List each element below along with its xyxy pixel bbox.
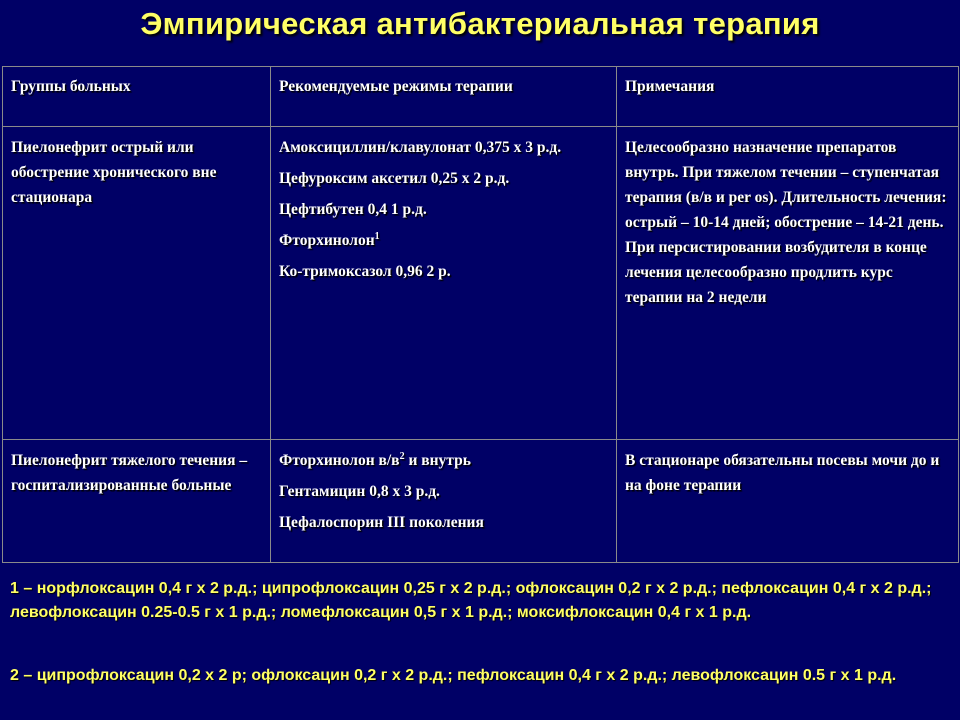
table-header-row xyxy=(3,67,959,127)
table-row xyxy=(3,440,959,563)
regimen-text: Фторхинолон в/в xyxy=(279,452,400,469)
slide-title: Эмпирическая антибактериальная терапия xyxy=(140,6,820,41)
header-regimens: Рекомендуемые режимы терапии xyxy=(271,67,617,127)
regimens-cell xyxy=(271,440,617,563)
footnote-1: 1 – норфлоксацин 0,4 г х 2 р.д.; ципрофлоксацин 0,25 г х 2 р.д.; офлоксацин 0,2 г х 2 р.д.; пефлоксацин 0,4 г х 2 р.д.; левофлоксацин 0.25-0.5 г х 1 р.д.; ломефлоксацин 0,5 г х 1 р.д.; моксифлоксацин 0,4 г х 1 р.д. xyxy=(10,580,932,621)
regimen-item xyxy=(279,448,608,473)
regimen-item: Цефалоспорин III поколения xyxy=(279,514,484,531)
group-cell: Пиелонефрит тяжелого течения – госпитализированные больные xyxy=(3,440,271,563)
header-groups: Группы больных xyxy=(3,67,271,127)
footnote-ref: 1 xyxy=(374,230,380,242)
group-cell: Пиелонефрит острый или обострение хронического вне стационара xyxy=(3,127,271,440)
notes-cell: В стационаре обязательны посевы мочи до и на фоне терапии xyxy=(617,440,959,563)
regimen-text: Фторхинолон xyxy=(279,232,375,249)
regimen-item: Гентамицин 0,8 х 3 р.д. xyxy=(279,483,440,500)
regimen-item: Цефуроксим аксетил 0,25 х 2 р.д. xyxy=(279,170,510,187)
footnote-2: 2 – ципрофлоксацин 0,2 х 2 р; офлоксацин 0,2 г х 2 р.д.; пефлоксацин 0,4 г х 2 р.д.; левофлоксацин 0.5 г х 1 р.д. xyxy=(10,667,897,684)
footnote-ref: 2 xyxy=(399,450,405,462)
therapy-table xyxy=(2,66,959,563)
regimens-cell xyxy=(271,127,617,440)
regimen-item: Ко-тримоксазол 0,96 2 р. xyxy=(279,263,451,280)
table-row xyxy=(3,127,959,440)
notes-cell: Целесообразно назначение препаратов внутрь. При тяжелом течении – ступенчатая терапия (в/в и per os). Длительность лечения: острый – 10-14 дней; обострение – 14-21 день. При персистировании возбудителя в конце лечения целесообразно продлить курс терапии на 2 недели xyxy=(617,127,959,440)
header-notes: Примечания xyxy=(617,67,959,127)
regimen-item: Цефтибутен 0,4 1 р.д. xyxy=(279,201,427,218)
regimen-item: Амоксициллин/клавулонат 0,375 х 3 р.д. xyxy=(279,139,562,156)
regimen-item xyxy=(279,228,608,253)
regimen-text-after: и внутрь xyxy=(404,452,471,469)
